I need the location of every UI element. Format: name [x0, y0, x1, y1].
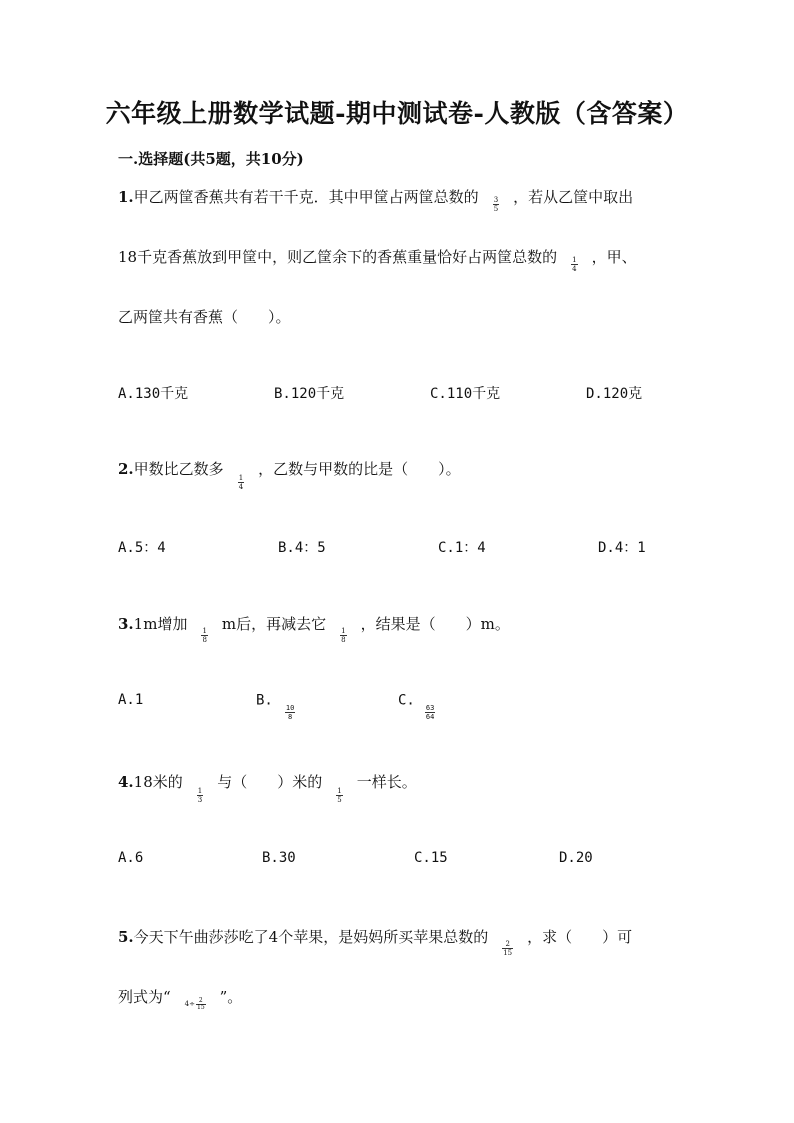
q1-text-c: 18千克香蕉放到甲筐中，则乙筐余下的香蕉重量恰好占两筐总数的: [118, 248, 558, 266]
section-heading: 一.选择题(共5题，共10分): [118, 150, 304, 168]
q4-option-b[interactable]: B.30: [262, 850, 296, 866]
q3-number: 3.: [118, 615, 134, 633]
q3-option-c[interactable]: C. $\frac{63}{64}$: [398, 692, 435, 721]
q5-expression: 4÷ $\frac{2}{15}$: [184, 996, 205, 1011]
q1-line-2: [118, 246, 637, 273]
q5-expression-fraction: $\frac{2}{15}$: [197, 996, 205, 1011]
q5-text-d: ”。: [219, 988, 243, 1006]
q5-text-c: 列式为“: [118, 988, 171, 1006]
q3-line-1: [118, 613, 510, 644]
q1-line-1: [118, 186, 634, 213]
q2-line-1: [118, 458, 461, 491]
q1-number: 1.: [118, 188, 134, 206]
q4-line-1: [118, 771, 417, 804]
q5-text-a: 今天下午曲莎莎吃了4个苹果，是妈妈所买苹果总数的: [133, 928, 489, 946]
q3-fraction-1: $\frac{1}{8}$: [202, 626, 207, 644]
q2-options: [0, 537, 794, 567]
q5-line-1: [118, 926, 633, 957]
q3-text-b: m后，再减去它: [221, 615, 327, 633]
q2-option-c[interactable]: C.1：4: [438, 540, 486, 556]
q5-text-b: ，求（ ）可: [527, 928, 633, 946]
q1-text-b: ，若从乙筐中取出: [513, 188, 634, 206]
q2-text-a: 甲数比乙数多: [133, 460, 224, 478]
q5-line-2: [118, 986, 243, 1011]
page-title: 六年级上册数学试题-期中测试卷-人教版（含答案）: [105, 99, 689, 128]
q2-option-b[interactable]: B.4：5: [278, 540, 326, 556]
q3-fraction-2: $\frac{1}{8}$: [341, 626, 346, 644]
q4-option-d[interactable]: D.20: [559, 850, 593, 866]
q3-option-b[interactable]: B. $\frac{10}{8}$: [256, 692, 295, 721]
q2-text-b: ，乙数与甲数的比是（ ）。: [258, 460, 461, 478]
q1-text-e: 乙两筐共有香蕉（ ）。: [118, 308, 291, 326]
q1-fraction-1: $\frac{3}{5}$: [493, 195, 499, 213]
q5-number: 5.: [118, 928, 134, 946]
q3-text-a: 1m增加: [133, 615, 188, 633]
q1-options: [0, 383, 794, 413]
q3-option-c-fraction: $\frac{63}{64}$: [425, 704, 435, 721]
q3-option-b-fraction: $\frac{10}{8}$: [285, 704, 295, 721]
q4-text-b: 与（ ）米的: [217, 773, 323, 791]
q2-number: 2.: [118, 460, 134, 478]
q3-text-c: ，结果是（ ）m。: [360, 615, 510, 633]
q4-fraction-1: $\frac{1}{3}$: [197, 786, 203, 804]
q2-fraction-1: $\frac{1}{4}$: [238, 473, 244, 491]
q1-option-b[interactable]: B.120千克: [274, 386, 345, 402]
q4-number: 4.: [118, 773, 134, 791]
q5-fraction-1: $\frac{2}{15}$: [503, 939, 513, 957]
q1-option-d[interactable]: D.120克: [586, 386, 643, 402]
q1-text-d: ，甲、: [591, 248, 637, 266]
q1-option-c[interactable]: C.110千克: [430, 386, 501, 402]
q4-fraction-2: $\frac{1}{5}$: [337, 786, 342, 804]
q1-fraction-2: $\frac{1}{4}$: [572, 255, 577, 273]
q4-options: [0, 850, 794, 880]
q4-option-a[interactable]: A.6: [118, 850, 144, 866]
q3-options: [0, 692, 794, 722]
q1-option-a[interactable]: A.130千克: [118, 386, 189, 402]
q2-option-d[interactable]: D.4：1: [598, 540, 646, 556]
q1-line-3: [118, 306, 291, 327]
q1-text-a: 甲乙两筐香蕉共有若干千克．其中甲筐占两筐总数的: [133, 188, 479, 206]
q4-text-a: 18米的: [133, 773, 183, 791]
q3-option-a[interactable]: A.1: [118, 692, 144, 708]
q4-text-c: 一样长。: [356, 773, 417, 791]
q4-option-c[interactable]: C.15: [414, 850, 448, 866]
q2-option-a[interactable]: A.5：4: [118, 540, 166, 556]
